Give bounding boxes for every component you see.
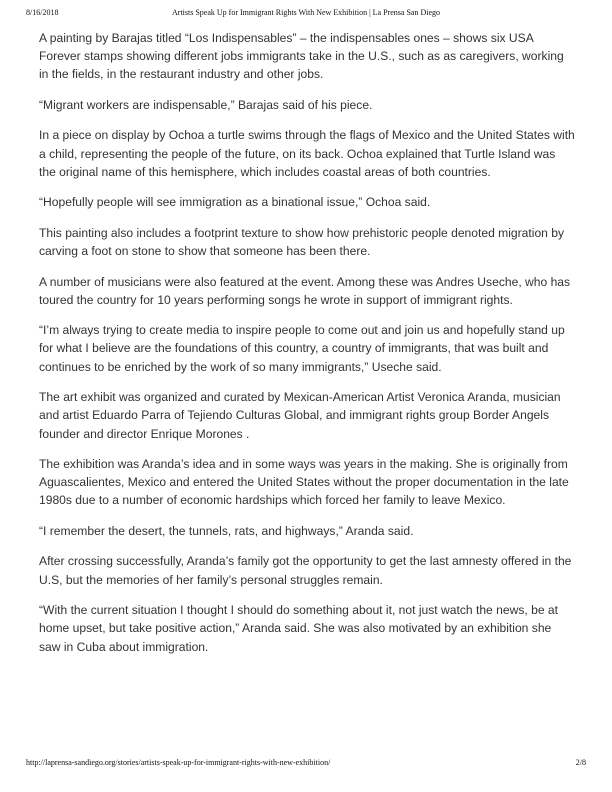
- article-paragraph: “With the current situation I thought I should do something about it, not just watch the news, be at home upset, but take positive action,” Aranda said. She was also motivated by an exhibition she saw in Cuba about immigration.: [39, 603, 558, 654]
- print-footer: [26, 758, 586, 770]
- article-body: [39, 29, 575, 668]
- article-paragraph: A number of musicians were also featured at the event. Among these was Andres Useche, who has toured the country for 10 years performing songs he wrote in support of immigrant rights.: [39, 274, 571, 307]
- article-paragraph: A painting by Barajas titled “Los Indispensables” – the indispensables ones – shows six USA Forever stamps showing different jobs immigrants take in the U.S., such as as caregivers, working in the fields, in the restaurant industry and other jobs.: [39, 31, 564, 82]
- article-paragraph: “I’m always trying to create media to inspire people to come out and join us and hopefully stand up for what I believe are the foundations of this country, a country of immigrants, that was built and continues to be enriched by the work of so many immigrants,” Useche said.: [39, 323, 565, 374]
- page-number: 2/8: [575, 758, 586, 767]
- article-paragraph: After crossing successfully, Aranda’s family got the opportunity to get the last amnesty offered in the U.S, but the memories of her family’s personal struggles remain.: [39, 554, 572, 587]
- print-date: 8/16/2018: [26, 8, 59, 17]
- page-url: http://laprensa-sandiego.org/stories/artists-speak-up-for-immigrant-rights-with-new-exhibition/: [26, 758, 331, 767]
- print-header: [26, 8, 586, 20]
- article-paragraph: “Migrant workers are indispensable,” Barajas said of his piece.: [39, 97, 373, 112]
- article-paragraph: The exhibition was Aranda’s idea and in some ways was years in the making. She is originally from Aguascalientes, Mexico and entered the United States without the proper documentation in the late 1980s due to a number of economic hardships which forced her family to leave Mexico.: [39, 457, 569, 508]
- article-paragraph: In a piece on display by Ochoa a turtle swims through the flags of Mexico and the United States with a child, representing the people of the future, on its back. Ochoa explained that Turtle Island was the original name of this hemisphere, which includes coastal areas of both countries.: [39, 128, 575, 179]
- article-paragraph: The art exhibit was organized and curated by Mexican-American Artist Veronica Aranda, musician and artist Eduardo Parra of Tejiendo Culturas Global, and immigrant rights group Border Angels founder and director Enrique Morones .: [39, 390, 561, 441]
- article-paragraph: This painting also includes a footprint texture to show how prehistoric people denoted migration by carving a foot on stone to show that someone has been there.: [39, 225, 565, 259]
- page-title: Artists Speak Up for Immigrant Rights With New Exhibition | La Prensa San Diego: [172, 8, 440, 17]
- article-paragraph: “I remember the desert, the tunnels, rats, and highways,” Aranda said.: [39, 523, 414, 538]
- article-paragraph: “Hopefully people will see immigration as a binational issue,” Ochoa said.: [39, 195, 431, 210]
